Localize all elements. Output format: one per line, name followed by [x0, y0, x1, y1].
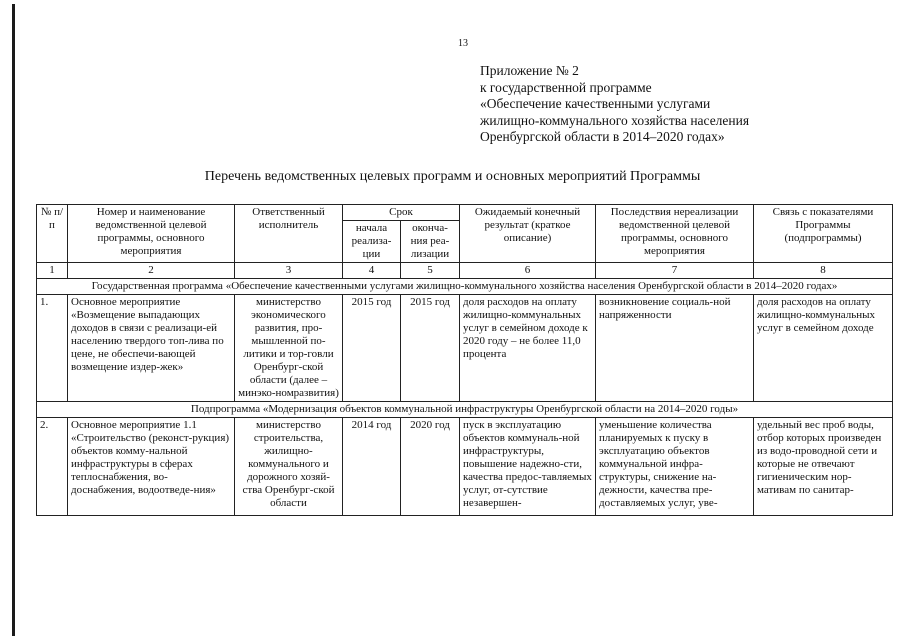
- row-link: [754, 418, 893, 516]
- row-end: [401, 418, 460, 516]
- row-end: 2015 год: [401, 295, 460, 402]
- index-cell: 2: [68, 263, 235, 279]
- header-result: Ожидаемый конечный результат (краткое описание): [460, 205, 596, 263]
- header-row: [37, 205, 893, 221]
- index-cell: 3: [235, 263, 343, 279]
- row-executor: [235, 418, 343, 516]
- index-cell: 4: [343, 263, 401, 279]
- header-term-start: начала реализа-ции: [343, 221, 401, 263]
- section-row: [37, 279, 893, 295]
- row-link-text: удельный вес проб воды, отбор которых произведен из водо-проводной сети и которые не отвечают гигиеническим нор-мативам по санитар-: [757, 419, 882, 496]
- document-title: Перечень ведомственных целевых программ и основных мероприятий Программы: [204, 169, 701, 184]
- appendix-line: «Обеспечение качественными услугами: [480, 96, 711, 111]
- page-number: 13: [458, 38, 468, 49]
- row-consequences: [596, 418, 754, 516]
- appendix-line: жилищно-коммунального хозяйства населения: [480, 112, 750, 128]
- header-name: Номер и наименование ведомственной целевой программы, основного мероприятия: [68, 205, 235, 263]
- table-row: [37, 295, 893, 402]
- appendix-line: Приложение № 2: [480, 63, 579, 78]
- row-num: 1.: [37, 295, 68, 402]
- header-consequences: Последствия нереализации ведомственной целевой программы, основного мероприятия: [596, 205, 754, 263]
- index-cell: 1: [37, 263, 68, 279]
- row-num-text: 2.: [40, 419, 49, 431]
- row-name-text: Основное мероприятие 1.1 «Строительство (реконст-рукция) объектов комму-нальной инфраструктуры в сферах теплоснабжения, во-доснабжения, водоотведе-ния»: [71, 419, 230, 496]
- binding-edge: [12, 4, 15, 636]
- index-row: [37, 263, 893, 279]
- appendix-block: [480, 63, 749, 146]
- row-consequences: возникновение социаль-ной напряженности: [596, 295, 754, 402]
- section-subprogram: Подпрограмма «Модернизация объектов коммунальной инфраструктуры Оренбургской области на 2014–2020 годы»: [37, 402, 893, 418]
- header-executor: Ответственный исполнитель: [235, 205, 343, 263]
- header-link: Связь с показателями Программы (подпрограммы): [754, 205, 893, 263]
- programs-table: [36, 204, 893, 516]
- appendix-line: Оренбургской области в 2014–2020 годах»: [480, 129, 725, 144]
- row-start-text: 2014 год: [351, 419, 392, 431]
- row-name: [68, 418, 235, 516]
- header-term-end: оконча-ния реа-лизации: [401, 221, 460, 263]
- index-cell: 5: [401, 263, 460, 279]
- row-num: [37, 418, 68, 516]
- row-end-text: 2020 год: [410, 419, 450, 431]
- header-num: № п/п: [37, 205, 68, 263]
- row-start: 2015 год: [343, 295, 401, 402]
- appendix-line: к государственной программе: [480, 79, 652, 95]
- index-cell: 7: [596, 263, 754, 279]
- row-result-text: пуск в эксплуатацию объектов коммуналь-ной инфраструктуры, повышение надежно-сти, качества предос-тавляемых услуг, от-сутствие незавершен-: [463, 419, 592, 509]
- row-consequences-text: уменьшение количества планируемых к пуску в эксплуатацию объектов коммунальной инфра-структуры, снижение на-дежности, качества пре-доставляемых услуг, уве-: [599, 419, 718, 509]
- row-name: Основное мероприятие «Возмещение выпадающих доходов в связи с реализаци-ей населению твердого топ-лива по цене, не обеспечи-вающей возмещение издер-жек»: [68, 295, 235, 402]
- header-term: Срок: [343, 205, 460, 221]
- index-cell: 6: [460, 263, 596, 279]
- row-result: доля расходов на оплату жилищно-коммунальных услуг в семейном доходе к 2020 году – не более 11,0 процента: [460, 295, 596, 402]
- section-row: [37, 402, 893, 418]
- row-start: [343, 418, 401, 516]
- index-cell: 8: [754, 263, 893, 279]
- row-executor: министерство экономического развития, про-мышленной по-литики и тор-говли Оренбург-ской области (далее – минэко-номразвития): [235, 295, 343, 402]
- row-executor-text: министерство строительства, жилищно-коммунального и дорожного хозяй-ства Оренбург-ской области: [242, 419, 335, 509]
- row-result: [460, 418, 596, 516]
- section-state-program: Государственная программа «Обеспечение качественными услугами жилищно-коммунального хозяйства населения Оренбургской области в 2014–2020 годах»: [37, 279, 893, 295]
- table-row: [37, 418, 893, 516]
- row-link: доля расходов на оплату жилищно-коммунальных услуг в семейном доходе: [754, 295, 893, 402]
